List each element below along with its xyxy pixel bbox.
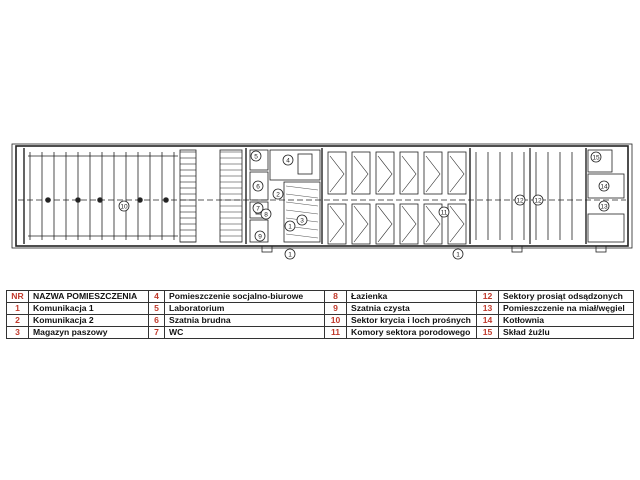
legend-row <box>7 303 634 315</box>
entrance-step <box>512 246 522 252</box>
svg-text:10: 10 <box>120 203 128 211</box>
crate-bars <box>426 206 440 242</box>
crate-bars <box>354 206 368 242</box>
feeder-icon <box>98 198 103 203</box>
hatch-line <box>286 194 318 198</box>
farrowing-crate <box>376 204 394 244</box>
room-number-marker <box>591 152 601 162</box>
legend-nr: 7 <box>149 327 165 339</box>
room-number-marker <box>253 181 263 191</box>
svg-text:12: 12 <box>534 197 542 205</box>
crate-bars <box>450 206 464 242</box>
legend-nr-header: NR <box>7 291 29 303</box>
legend-room-name: Komunikacja 2 <box>29 315 149 327</box>
legend-room-name: Szatnia czysta <box>347 303 477 315</box>
room-number-marker <box>285 221 295 231</box>
crate-bars <box>354 156 368 192</box>
room-number-marker <box>599 201 609 211</box>
svg-text:1: 1 <box>288 223 292 231</box>
room-number-marker <box>255 231 265 241</box>
legend-nr: 5 <box>149 303 165 315</box>
legend-room-name: Laboratorium <box>165 303 325 315</box>
legend-nr: 9 <box>325 303 347 315</box>
room-number-marker <box>261 209 271 219</box>
crate-bars <box>330 206 344 242</box>
legend-room-name: Pomieszczenie na miał/węgiel <box>499 303 634 315</box>
office-table <box>298 154 312 174</box>
legend-room-name: Sektor krycia i loch prośnych <box>347 315 477 327</box>
room-number-marker <box>599 181 609 191</box>
svg-text:14: 14 <box>600 183 608 191</box>
svg-text:1: 1 <box>456 251 460 259</box>
legend-name-header: NAZWA POMIESZCZENIA <box>29 291 149 303</box>
crate-bars <box>426 156 440 192</box>
feeder-icon <box>164 198 169 203</box>
crate-bars <box>378 156 392 192</box>
legend-room-name: WC <box>165 327 325 339</box>
hatch-line <box>286 210 318 214</box>
svg-text:5: 5 <box>254 153 258 161</box>
svg-text:12: 12 <box>516 197 524 205</box>
svg-text:7: 7 <box>256 205 260 213</box>
svg-text:4: 4 <box>286 157 290 165</box>
legend-room-name: Magazyn paszowy <box>29 327 149 339</box>
feeder-icon <box>138 198 143 203</box>
room-number-marker <box>453 249 463 259</box>
svg-text:2: 2 <box>276 191 280 199</box>
legend-header-row <box>7 291 634 303</box>
room-number-marker <box>273 189 283 199</box>
room-legend-table <box>6 290 634 339</box>
feeder-icon <box>46 198 51 203</box>
legend-nr: 4 <box>149 291 165 303</box>
svg-text:1: 1 <box>288 251 292 259</box>
legend-room-name: Łazienka <box>347 291 477 303</box>
room-number-marker <box>251 151 261 161</box>
legend-room-name: Komory sektora porodowego <box>347 327 477 339</box>
svg-text:6: 6 <box>256 183 260 191</box>
crate-bars <box>402 206 416 242</box>
legend-nr: 3 <box>7 327 29 339</box>
legend-nr: 14 <box>477 315 499 327</box>
crate-bars <box>330 156 344 192</box>
legend-room-name: Skład żużlu <box>499 327 634 339</box>
room-number-marker <box>515 195 525 205</box>
farrowing-crate <box>328 204 346 244</box>
svg-text:3: 3 <box>300 217 304 225</box>
farrowing-crate <box>400 204 418 244</box>
room-number-marker <box>439 207 449 217</box>
legend-nr: 6 <box>149 315 165 327</box>
svg-text:8: 8 <box>264 211 268 219</box>
hatch-line <box>286 234 318 238</box>
legend-nr: 10 <box>325 315 347 327</box>
crate-bars <box>402 156 416 192</box>
legend-room-name: Kotłownia <box>499 315 634 327</box>
svg-text:13: 13 <box>600 203 608 211</box>
room-coal-store <box>588 214 624 242</box>
room-office <box>270 150 320 180</box>
svg-text:9: 9 <box>258 233 262 241</box>
room-number-marker <box>297 215 307 225</box>
legend-row <box>7 327 634 339</box>
legend-nr: 1 <box>7 303 29 315</box>
legend-nr: 12 <box>477 291 499 303</box>
legend-nr: 11 <box>325 327 347 339</box>
room-number-marker <box>283 155 293 165</box>
svg-text:15: 15 <box>592 154 600 162</box>
legend-nr: 8 <box>325 291 347 303</box>
entrance-step <box>262 246 272 252</box>
room-number-marker <box>533 195 543 205</box>
crate-bars <box>450 156 464 192</box>
entrance-step <box>596 246 606 252</box>
legend-room-name: Pomieszczenie socjalno-biurowe <box>165 291 325 303</box>
crate-bars <box>378 206 392 242</box>
hatch-line <box>286 186 318 190</box>
legend-nr: 2 <box>7 315 29 327</box>
legend-room-name: Szatnia brudna <box>165 315 325 327</box>
hatch-line <box>286 202 318 206</box>
feeder-icon <box>76 198 81 203</box>
svg-text:11: 11 <box>440 209 448 217</box>
room-number-marker <box>285 249 295 259</box>
room-number-marker <box>119 201 129 211</box>
legend-nr: 13 <box>477 303 499 315</box>
legend-row <box>7 315 634 327</box>
farrowing-crate <box>448 204 466 244</box>
legend-room-name: Komunikacja 1 <box>29 303 149 315</box>
farrowing-crate <box>352 204 370 244</box>
legend-nr: 15 <box>477 327 499 339</box>
legend-room-name: Sektory prosiąt odsądzonych <box>499 291 634 303</box>
